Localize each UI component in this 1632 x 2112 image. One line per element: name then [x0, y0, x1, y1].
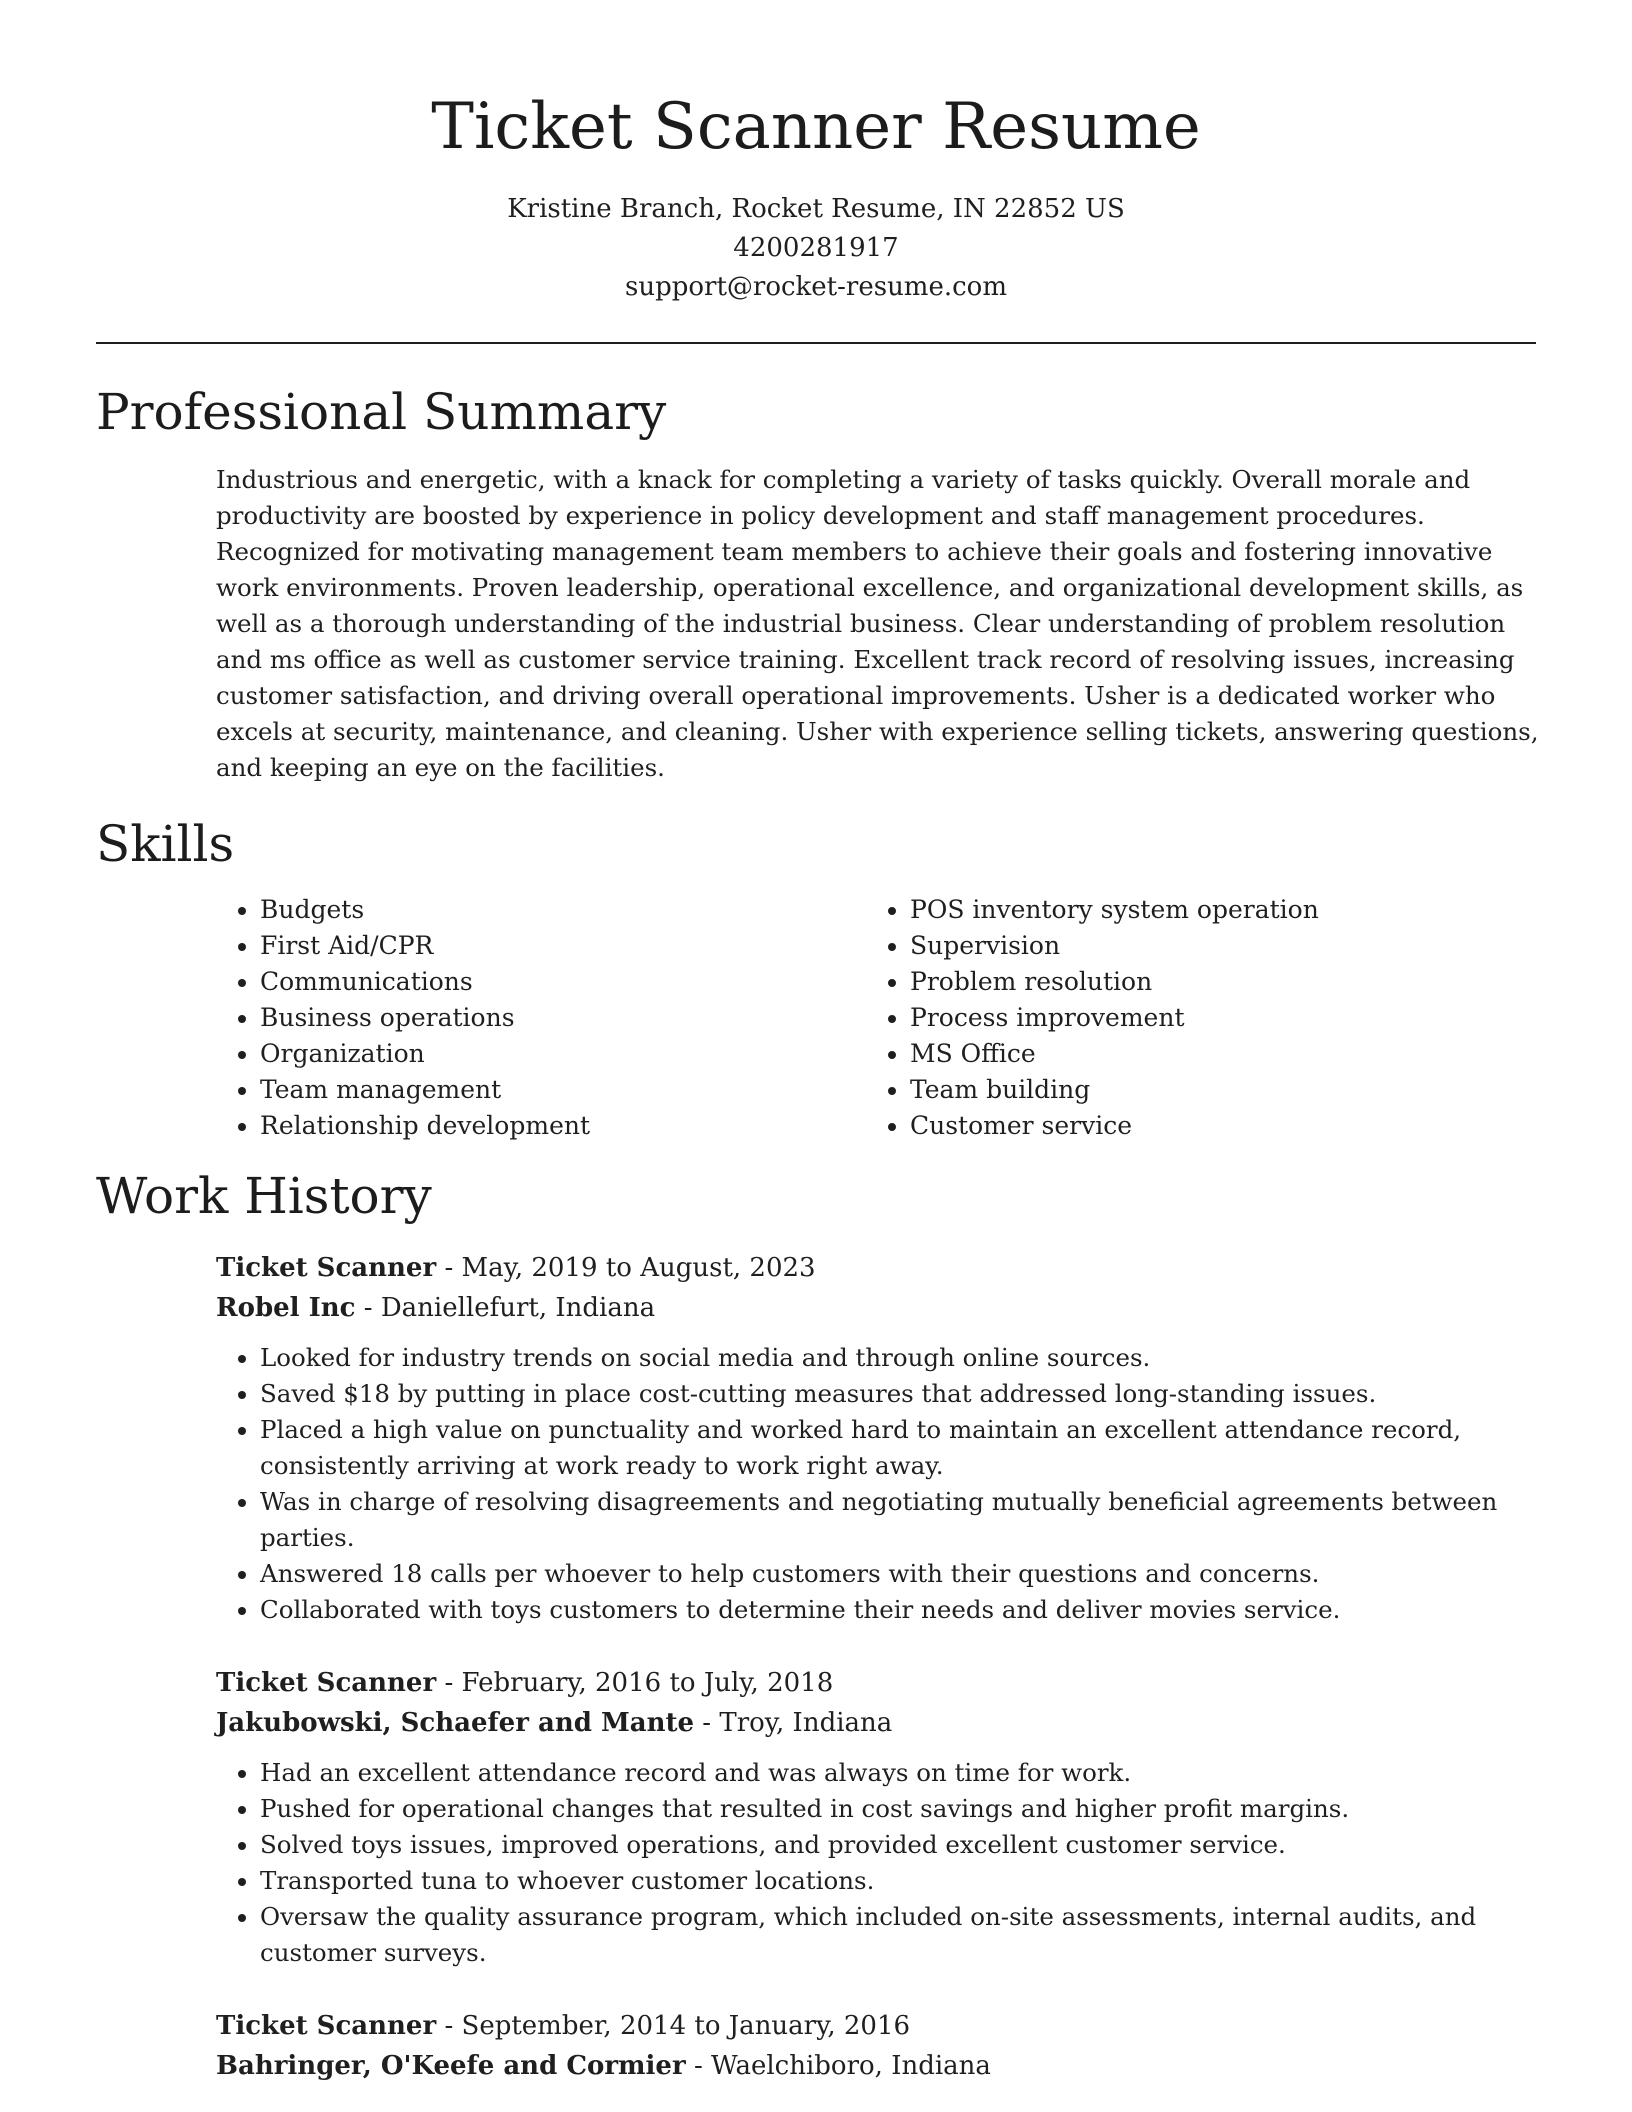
job-title-line — [216, 1663, 1541, 1703]
skill-item: • Team management — [260, 1072, 590, 1108]
job-dates: - May, 2019 to August, 2023 — [436, 1253, 816, 1283]
job-entry — [216, 1248, 1541, 1628]
skill-item: • Customer service — [910, 1108, 1319, 1144]
job-role: Ticket Scanner — [216, 1668, 437, 1698]
summary-text: Industrious and energetic, with a knack for completing a variety of tasks quickly. Overall morale and productivity are boosted by experience in policy development and staff management procedures. Recognized for motivating management team members to achieve their goals and fostering innovative work environments. Proven leadership, operational excellence, and organizational development skills, as well as a thorough understanding of the industrial business. Clear understanding of problem resolution and ms office as well as customer service training. Excellent track record of resolving issues, increasing customer satisfaction, and driving overall operational improvements. Usher is a dedicated worker who excels at security, maintenance, and cleaning. Usher with experience selling tickets, answering questions, and keeping an eye on the facilities. — [216, 465, 1539, 782]
job-company-line — [216, 1288, 1541, 1328]
job-bullets — [216, 1755, 1541, 1971]
skill-item: • First Aid/CPR — [260, 928, 590, 964]
header-divider — [96, 342, 1536, 344]
job-bullet: • Oversaw the quality assurance program, which included on-site assessments, internal audits, and customer surveys. — [260, 1899, 1541, 1971]
job-title-line — [216, 1248, 1541, 1288]
job-title-line — [216, 2006, 1541, 2046]
job-location: - Troy, Indiana — [694, 1708, 893, 1738]
job-entry — [216, 1663, 1541, 1971]
skill-item: • POS inventory system operation — [910, 892, 1319, 928]
skill-item: • Organization — [260, 1036, 590, 1072]
skills-column-2 — [866, 892, 1319, 1144]
skill-item: • Budgets — [260, 892, 590, 928]
job-role: Ticket Scanner — [216, 2011, 437, 2041]
job-bullet: • Placed a high value on punctuality and worked hard to maintain an excellent attendance record, consistently arriving at work ready to work right away. — [260, 1412, 1541, 1484]
job-company: Bahringer, O'Keefe and Cormier — [216, 2051, 686, 2081]
skill-item: • Business operations — [260, 1000, 590, 1036]
job-entry — [216, 2006, 1541, 2086]
job-company-line — [216, 2046, 1541, 2086]
job-dates: - February, 2016 to July, 2018 — [436, 1668, 834, 1698]
job-bullet: • Saved $18 by putting in place cost-cutting measures that addressed long-standing issues. — [260, 1376, 1541, 1412]
contact-phone: 4200281917 — [733, 233, 899, 263]
resume-title: Ticket Scanner Resume — [431, 90, 1201, 164]
job-bullets — [216, 1340, 1541, 1628]
skill-item: • MS Office — [910, 1036, 1319, 1072]
job-dates: - September, 2014 to January, 2016 — [436, 2011, 911, 2041]
job-bullet: • Looked for industry trends on social media and through online sources. — [260, 1340, 1541, 1376]
skill-item: • Relationship development — [260, 1108, 590, 1144]
contact-info — [96, 190, 1536, 307]
skills-heading: Skills — [96, 815, 235, 873]
contact-address: Kristine Branch, Rocket Resume, IN 22852 US — [507, 194, 1125, 224]
job-bullet: • Was in charge of resolving disagreements and negotiating mutually beneficial agreements between parties. — [260, 1484, 1541, 1556]
job-bullet: • Collaborated with toys customers to determine their needs and deliver movies service. — [260, 1592, 1541, 1628]
job-location: - Waelchiboro, Indiana — [685, 2051, 991, 2081]
job-role: Ticket Scanner — [216, 1253, 437, 1283]
skill-item: • Problem resolution — [910, 964, 1319, 1000]
job-company: Jakubowski, Schaefer and Mante — [216, 1708, 695, 1738]
job-bullet: • Transported tuna to whoever customer locations. — [260, 1863, 1541, 1899]
job-bullet: • Answered 18 calls per whoever to help customers with their questions and concerns. — [260, 1556, 1541, 1592]
contact-email: support@rocket-resume.com — [624, 272, 1007, 302]
work-history-heading: Work History — [96, 1167, 432, 1225]
skill-item: • Supervision — [910, 928, 1319, 964]
job-bullet: • Solved toys issues, improved operations, and provided excellent customer service. — [260, 1827, 1541, 1863]
skill-item: • Process improvement — [910, 1000, 1319, 1036]
job-company: Robel Inc — [216, 1293, 356, 1323]
skill-item: • Communications — [260, 964, 590, 1000]
job-bullet: • Had an excellent attendance record and was always on time for work. — [260, 1755, 1541, 1791]
summary-heading: Professional Summary — [96, 383, 667, 441]
job-bullet: • Pushed for operational changes that resulted in cost savings and higher profit margins. — [260, 1791, 1541, 1827]
job-location: - Daniellefurt, Indiana — [355, 1293, 656, 1323]
job-company-line — [216, 1703, 1541, 1743]
skill-item: • Team building — [910, 1072, 1319, 1108]
skills-column-1 — [216, 892, 590, 1144]
